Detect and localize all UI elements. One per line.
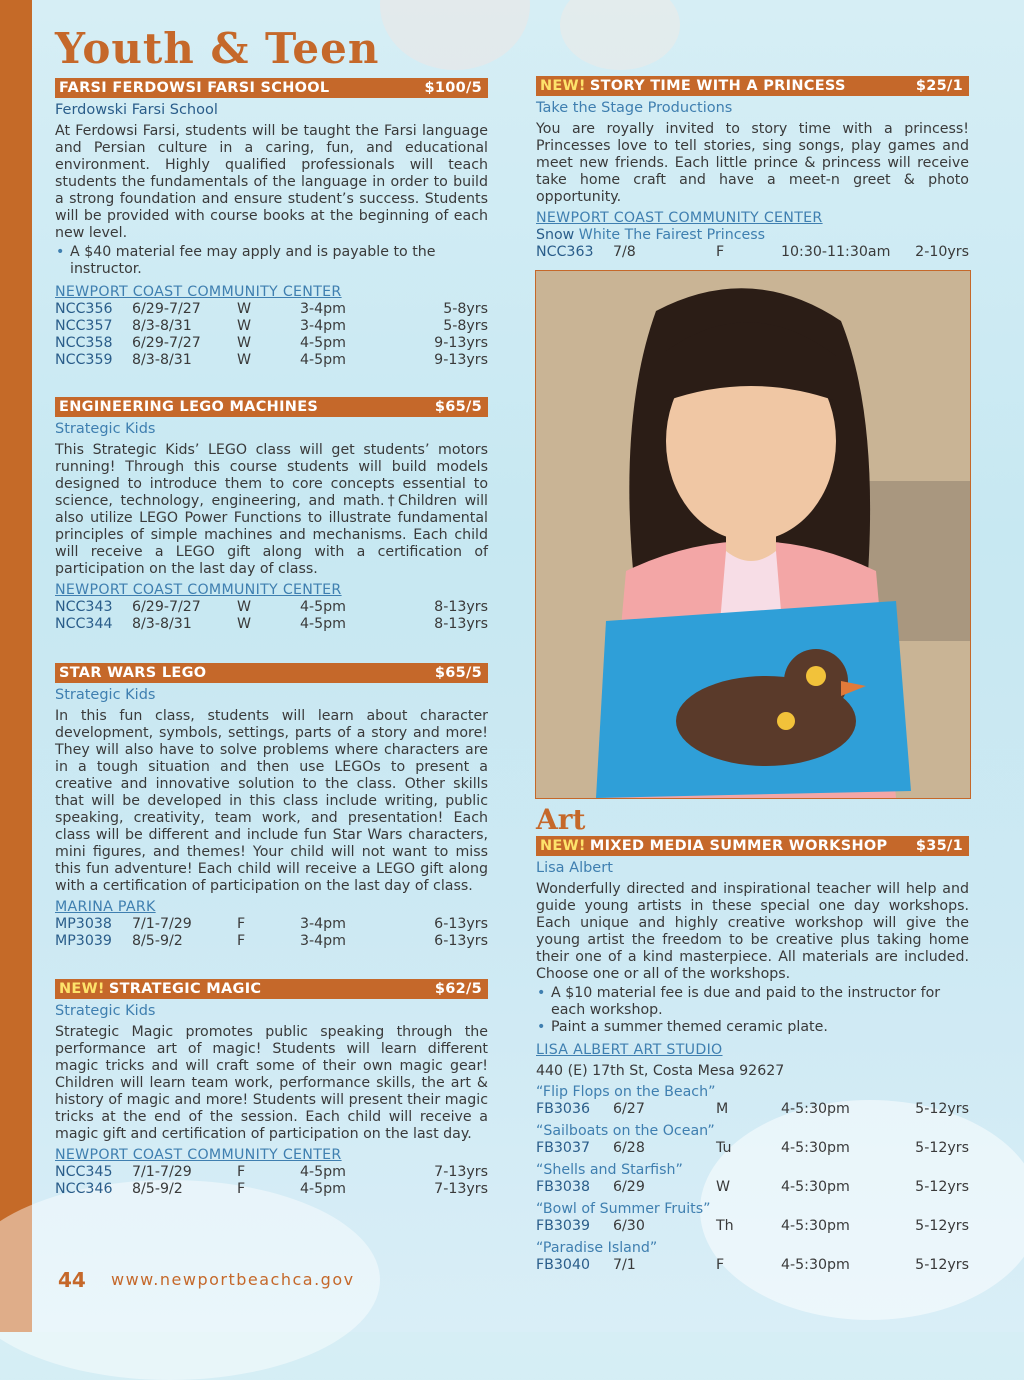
course-strategic-magic	[55, 979, 488, 1198]
schedule-row	[55, 301, 488, 318]
schedule-row	[55, 1164, 488, 1181]
schedule-row	[536, 1140, 969, 1162]
course-code[interactable]: FB3039	[536, 1218, 590, 1234]
time: 4-5pm	[300, 352, 346, 368]
ages: 5-12yrs	[915, 1179, 969, 1195]
schedule-row	[55, 616, 488, 633]
time: 10:30-11:30am	[781, 244, 891, 260]
course-provider: Strategic Kids	[55, 687, 156, 703]
location-link[interactable]: NEWPORT COAST COMMUNITY CENTER	[55, 1147, 342, 1163]
course-engineering-lego	[55, 397, 488, 633]
dates: 6/29	[613, 1179, 645, 1195]
course-description: Strategic Magic promotes public speaking through the performance art of magic! Students will learn different magic tricks and will craft some of their own magic gear! Children will learn team work, performance skills, the art & history of magic and more! Students will present their magic tricks at the end of the session. Each child will receive a magic gift and certification of participation on the last day.	[55, 1024, 488, 1142]
course-code[interactable]: NCC358	[55, 335, 113, 351]
schedule-row	[55, 599, 488, 616]
course-header	[55, 78, 488, 98]
day: F	[716, 244, 725, 260]
day: F	[237, 1164, 246, 1180]
course-code[interactable]: MP3039	[55, 933, 112, 949]
course-title: ENGINEERING LEGO MACHINES	[59, 399, 319, 415]
day: F	[237, 1181, 246, 1197]
dates: 6/29-7/27	[132, 599, 201, 615]
schedule-table	[55, 1164, 488, 1198]
flower-decoration	[560, 0, 680, 70]
ages: 6-13yrs	[434, 916, 488, 932]
schedule-row	[55, 318, 488, 335]
course-code[interactable]: FB3038	[536, 1179, 590, 1195]
bullet-item: • A $40 material fee may apply and is payable to the instructor.	[55, 244, 488, 278]
time: 3-4pm	[300, 318, 346, 334]
course-code[interactable]: NCC346	[55, 1181, 113, 1197]
ages: 5-12yrs	[915, 1257, 969, 1273]
course-header	[536, 836, 969, 856]
dates: 8/5-9/2	[132, 933, 183, 949]
course-description: Wonderfully directed and inspirational teacher will help and guide young artists in these special one day workshops. Each unique and highly creative workshop will give the young artist the freedom to be creative plus taking home their one of a kind masterpiece. All materials are included. Choose one or all of the workshops.	[536, 881, 969, 982]
course-code[interactable]: NCC363	[536, 244, 594, 260]
day: F	[237, 933, 246, 949]
session-name	[536, 227, 969, 244]
dates: 7/1-7/29	[132, 916, 192, 932]
new-badge: NEW!	[540, 78, 586, 94]
dates: 6/27	[613, 1101, 645, 1117]
course-provider: Take the Stage Productions	[536, 100, 733, 116]
course-description: At Ferdowsi Farsi, students will be taught the Farsi language and Persian culture in a caring, fun, and educational environment. Highly qualified professionals will teach students the fundamentals of the language in order to build a strong foundation and ensure student’s success. Students will be provided with course books at the beginning of each new level.	[55, 123, 488, 241]
course-description: This Strategic Kids’ LEGO class will get students’ motors running! Through this course students will build models designed to introduce them to core concepts essential to science, technology, engineering, and math.†Children will also utilize LEGO Power Functions to illustrate fundamental principles of simple machines and mechanisms. Each child will receive a LEGO gift along with a certification of participation on the last day of class.	[55, 442, 488, 577]
location-link[interactable]: NEWPORT COAST COMMUNITY CENTER	[55, 284, 342, 300]
ages: 8-13yrs	[434, 599, 488, 615]
day: W	[237, 599, 252, 615]
course-code[interactable]: NCC344	[55, 616, 113, 632]
course-provider: Lisa Albert	[536, 860, 613, 876]
page-number: 44	[58, 1268, 86, 1292]
course-code[interactable]: FB3040	[536, 1257, 590, 1273]
dates: 7/8	[613, 244, 636, 260]
course-farsi	[55, 78, 488, 369]
dates: 8/3-8/31	[132, 318, 192, 334]
course-price: $65/5	[434, 665, 482, 681]
ages: 5-8yrs	[443, 301, 488, 317]
dates: 8/3-8/31	[132, 352, 192, 368]
time: 4-5pm	[300, 1164, 346, 1180]
ages: 8-13yrs	[434, 616, 488, 632]
course-description: You are royally invited to story time with a princess! Princesses love to tell stories, sing songs, play games and meet new friends. Each little prince & princess will receive take home craft and have a meet-n greet & photo opportunity.	[536, 121, 969, 205]
time: 4-5pm	[300, 1181, 346, 1197]
course-title: STORY TIME WITH A PRINCESS	[589, 78, 846, 94]
course-price: $62/5	[434, 981, 482, 997]
day: W	[237, 335, 252, 351]
ages: 9-13yrs	[434, 352, 488, 368]
day: W	[237, 318, 252, 334]
course-provider: Ferdowski Farsi School	[55, 102, 218, 118]
course-header	[55, 397, 488, 417]
course-description: In this fun class, students will learn about character development, symbols, settings, parts of a story and more! They will also have to solve problems where characters are in a tough situation and then use LEGOs to present a creative and innovative solution to the class. Other skills that will be developed in this class include writing, public speaking, creativity, team work, and presentation! Each class will be different and include fun Star Wars characters, mini figures, and themes! Your child will not want to miss this fun adventure! Each child will receive a LEGO gift along with a certification of participation on the last day of class.	[55, 708, 488, 894]
location-link[interactable]: NEWPORT COAST COMMUNITY CENTER	[55, 582, 342, 598]
schedule-row	[536, 244, 969, 261]
location-link[interactable]: LISA ALBERT ART STUDIO	[536, 1042, 723, 1058]
location-link[interactable]: NEWPORT COAST COMMUNITY CENTER	[536, 210, 823, 226]
day: W	[716, 1179, 731, 1195]
dates: 8/3-8/31	[132, 616, 192, 632]
dates: 6/30	[613, 1218, 645, 1234]
girl-with-painting-photo	[535, 270, 971, 799]
schedule-row	[55, 916, 488, 933]
day: W	[237, 352, 252, 368]
day: Tu	[716, 1140, 732, 1156]
time: 4-5:30pm	[781, 1257, 850, 1273]
time: 4-5pm	[300, 335, 346, 351]
course-title: FARSI FERDOWSI FARSI SCHOOL	[59, 80, 330, 96]
schedule-row	[536, 1257, 969, 1274]
dates: 7/1	[613, 1257, 636, 1273]
schedule-row	[536, 1218, 969, 1240]
ages: 2-10yrs	[915, 244, 969, 260]
course-header	[536, 76, 969, 96]
course-provider: Strategic Kids	[55, 1003, 156, 1019]
course-code[interactable]: NCC345	[55, 1164, 113, 1180]
day: M	[716, 1101, 729, 1117]
page-spine	[0, 0, 32, 1332]
course-mixed-media	[536, 836, 969, 1274]
ages: 7-13yrs	[434, 1181, 488, 1197]
schedule-table	[55, 916, 488, 950]
course-title: MIXED MEDIA SUMMER WORKSHOP	[589, 838, 888, 854]
course-title: STAR WARS LEGO	[59, 665, 207, 681]
ages: 5-12yrs	[915, 1218, 969, 1234]
workshop-name: “Flip Flops on the Beach”	[536, 1084, 716, 1100]
ages: 9-13yrs	[434, 335, 488, 351]
art-section-title: Art	[536, 803, 586, 836]
course-price: $25/1	[915, 78, 963, 94]
day: F	[716, 1257, 725, 1273]
session-name-part: White The Fairest Princess	[574, 227, 766, 243]
course-code[interactable]: FB3037	[536, 1140, 590, 1156]
photo-illustration	[536, 271, 970, 798]
course-header	[55, 663, 488, 683]
day: Th	[716, 1218, 734, 1234]
ages: 5-12yrs	[915, 1140, 969, 1156]
course-story-time-princess	[536, 76, 969, 261]
session-name-part: Snow	[536, 227, 575, 243]
ages: 5-8yrs	[443, 318, 488, 334]
ages: 6-13yrs	[434, 933, 488, 949]
course-code[interactable]: NCC357	[55, 318, 113, 334]
workshop-name: “Shells and Starfish”	[536, 1162, 683, 1178]
website-link[interactable]: www.newportbeachca.gov	[111, 1270, 355, 1289]
course-header	[55, 979, 488, 999]
new-badge: NEW!	[540, 838, 586, 854]
schedule-row	[55, 1181, 488, 1198]
schedule-row	[55, 352, 488, 369]
time: 4-5:30pm	[781, 1101, 850, 1117]
dates: 6/29-7/27	[132, 301, 201, 317]
ages: 7-13yrs	[434, 1164, 488, 1180]
new-badge: NEW!	[59, 981, 105, 997]
course-title: STRATEGIC MAGIC	[108, 981, 262, 997]
course-code[interactable]: MP3038	[55, 916, 112, 932]
course-price: $100/5	[424, 80, 482, 96]
flower-decoration	[380, 0, 530, 70]
day: W	[237, 616, 252, 632]
time: 4-5:30pm	[781, 1218, 850, 1234]
course-code[interactable]: NCC356	[55, 301, 113, 317]
schedule-row	[536, 1179, 969, 1201]
course-code[interactable]: NCC343	[55, 599, 113, 615]
dates: 6/28	[613, 1140, 645, 1156]
dates: 8/5-9/2	[132, 1181, 183, 1197]
location-address: 440 (E) 17th St, Costa Mesa 92627	[536, 1063, 785, 1079]
schedule-row	[55, 335, 488, 352]
course-star-wars-lego	[55, 663, 488, 950]
schedule-row	[55, 933, 488, 950]
schedule-row	[536, 1101, 969, 1123]
dates: 6/29-7/27	[132, 335, 201, 351]
schedule-table	[55, 599, 488, 633]
course-provider: Strategic Kids	[55, 421, 156, 437]
time: 3-4pm	[300, 301, 346, 317]
time: 3-4pm	[300, 933, 346, 949]
workshop-name: “Bowl of Summer Fruits”	[536, 1201, 711, 1217]
time: 4-5:30pm	[781, 1140, 850, 1156]
course-code[interactable]: NCC359	[55, 352, 113, 368]
ages: 5-12yrs	[915, 1101, 969, 1117]
dates: 7/1-7/29	[132, 1164, 192, 1180]
workshop-name: “Sailboats on the Ocean”	[536, 1123, 715, 1139]
course-code[interactable]: FB3036	[536, 1101, 590, 1117]
time: 4-5pm	[300, 599, 346, 615]
time: 4-5:30pm	[781, 1179, 850, 1195]
day: W	[237, 301, 252, 317]
bullet-item: • A $10 material fee is due and paid to the instructor for each workshop.	[536, 985, 969, 1019]
bullet-item: • Paint a summer themed ceramic plate.	[536, 1019, 969, 1036]
time: 3-4pm	[300, 916, 346, 932]
course-price: $35/1	[915, 838, 963, 854]
workshop-name: “Paradise Island”	[536, 1240, 658, 1256]
section-title: Youth & Teen	[55, 24, 380, 73]
schedule-table	[55, 301, 488, 369]
location-link[interactable]: MARINA PARK	[55, 899, 156, 915]
time: 4-5pm	[300, 616, 346, 632]
course-price: $65/5	[434, 399, 482, 415]
day: F	[237, 916, 246, 932]
